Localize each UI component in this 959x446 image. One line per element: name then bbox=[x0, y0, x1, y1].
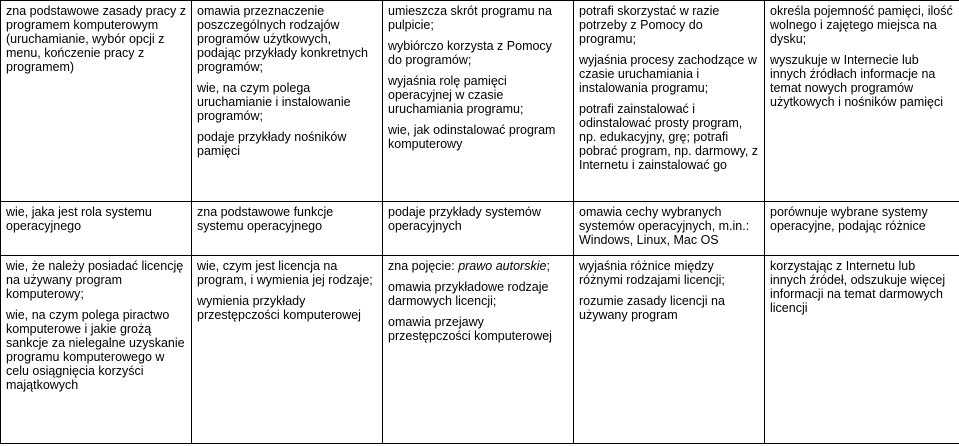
cell-paragraph bbox=[388, 259, 568, 273]
cell-paragraph: omawia przykładowe rodzaje darmowych licencji; bbox=[388, 280, 549, 308]
cell-paragraph: omawia przejawy przestępczości komputerowej bbox=[388, 315, 552, 343]
cell-paragraph: wie, czym jest licencja na program, i wymienia jej rodzaje; bbox=[197, 259, 373, 287]
cell-paragraph: zna podstawowe funkcje systemu operacyjnego bbox=[197, 205, 334, 233]
cell-paragraph: omawia przeznaczenie poszczególnych rodzajów programów użytkowych, podając przykłady konkretnych programów; bbox=[197, 4, 368, 74]
cell-paragraph: wyjaśnia procesy zachodzące w czasie uruchamiania i instalowania programu; bbox=[579, 53, 757, 95]
cell-paragraph: rozumie zasady licencji na używany program bbox=[579, 294, 725, 322]
table-cell bbox=[765, 202, 959, 256]
table-cell bbox=[192, 256, 383, 444]
cell-paragraph: korzystając z Internetu lub innych źródeł, odszukuje więcej informacji na temat darmowych licencji bbox=[770, 259, 946, 315]
cell-paragraph: wybiórczo korzysta z Pomocy do programów; bbox=[388, 39, 552, 67]
cell-paragraph: wyjaśnia rolę pamięci operacyjnej w czasie uruchamiania programu; bbox=[388, 74, 524, 116]
cell-paragraph: porównuje wybrane systemy operacyjne, podając różnice bbox=[770, 205, 928, 233]
cell-paragraph: wymienia przykłady przestępczości komputerowej bbox=[197, 294, 361, 322]
cell-paragraph: wie, że należy posiadać licencję na używany program komputerowy; bbox=[6, 259, 184, 301]
table-cell bbox=[383, 1, 574, 202]
cell-paragraph: umieszcza skrót programu na pulpicie; bbox=[388, 4, 552, 32]
table-cell bbox=[574, 1, 765, 202]
cell-paragraph: wie, jaka jest rola systemu operacyjnego bbox=[6, 205, 152, 233]
table-cell bbox=[1, 202, 192, 256]
table-row bbox=[1, 1, 959, 202]
table-cell bbox=[383, 256, 574, 444]
table-cell bbox=[383, 202, 574, 256]
cell-paragraph: wie, jak odinstalować program komputerowy bbox=[388, 123, 556, 151]
table-cell bbox=[574, 202, 765, 256]
cell-paragraph: potrafi skorzystać w razie potrzeby z Pomocy do programu; bbox=[579, 4, 720, 46]
cell-paragraph: wyszukuje w Internecie lub innych źródłach informacje na temat nowych programów użytkowych i nośników pamięci bbox=[770, 53, 943, 109]
table-row bbox=[1, 256, 959, 444]
term-prefix: zna pojęcie: bbox=[388, 259, 459, 273]
table-cell bbox=[1, 1, 192, 202]
table-row bbox=[1, 202, 959, 256]
table-cell bbox=[192, 202, 383, 256]
cell-paragraph: podaje przykłady nośników pamięci bbox=[197, 130, 347, 158]
cell-paragraph: określa pojemność pamięci, ilość wolnego i zajętego miejsca na dysku; bbox=[770, 4, 953, 46]
italic-term: prawo autorskie bbox=[458, 259, 547, 273]
table-cell bbox=[192, 1, 383, 202]
cell-paragraph: zna podstawowe zasady pracy z programem komputerowym (uruchamianie, wybór opcji z menu, kończenie pracy z programem) bbox=[6, 4, 186, 74]
cell-paragraph: podaje przykłady systemów operacyjnych bbox=[388, 205, 541, 233]
term-suffix: ; bbox=[546, 259, 550, 273]
cell-paragraph: potrafi zainstalować i odinstalować prosty program, np. edukacyjny, grę; potrafi pobrać program, np. darmowy, z Internetu i zainstalować go bbox=[579, 102, 759, 172]
table-cell bbox=[574, 256, 765, 444]
table-cell bbox=[1, 256, 192, 444]
table-cell bbox=[765, 256, 959, 444]
cell-paragraph: wie, na czym polega piractwo komputerowe i jakie grożą sankcje za nielegalne uzyskanie programu komputerowego w celu osiągnięcia korzyści majątkowych bbox=[6, 308, 185, 392]
cell-paragraph: wie, na czym polega uruchamianie i instalowanie programów; bbox=[197, 81, 351, 123]
cell-paragraph: omawia cechy wybranych systemów operacyjnych, m.in.: Windows, Linux, Mac OS bbox=[579, 205, 750, 247]
table-cell bbox=[765, 1, 959, 202]
cell-paragraph: wyjaśnia różnice między różnymi rodzajami licencji; bbox=[579, 259, 725, 287]
